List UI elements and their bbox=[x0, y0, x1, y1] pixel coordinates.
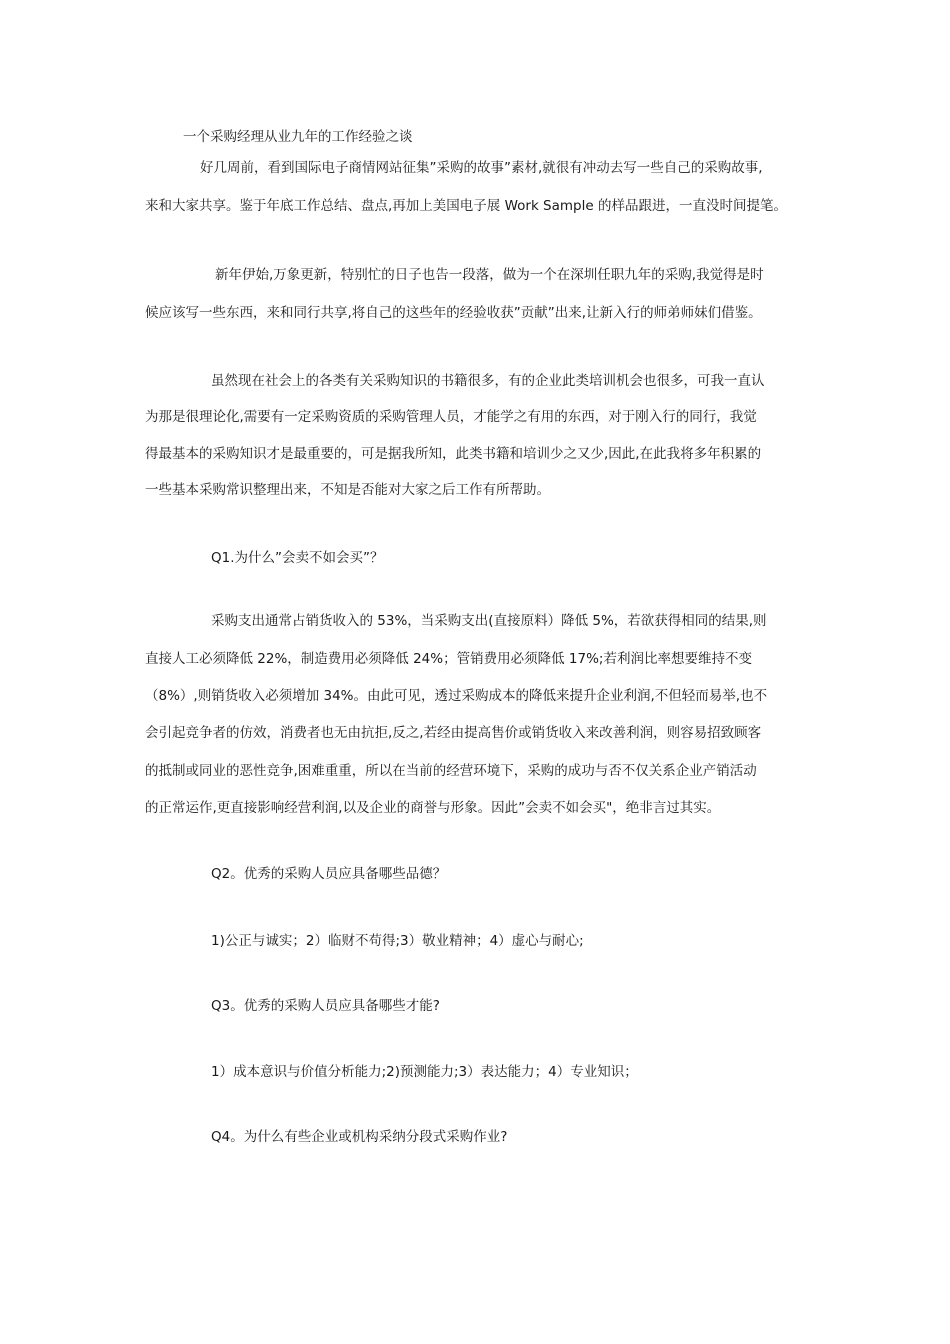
para3-line-4: 一些基本采购常识整理出来，不知是否能对大家之后工作有所帮助。 bbox=[145, 482, 550, 498]
intro-line-2: 来和大家共享。鉴于年底工作总结、盘点,再加上美国电子展 Work Sample 的样品跟进，一直没时间提笔。 bbox=[145, 198, 787, 214]
para3-line-2: 为那是很理论化,需要有一定采购资质的采购管理人员，才能学之有用的东西，对于刚入行的同行，我觉 bbox=[145, 409, 757, 425]
intro-line-1: 好几周前，看到国际电子商情网站征集”采购的故事”素材,就很有冲动去写一些自己的采购故事, bbox=[200, 160, 763, 176]
question-1: Q1.为什么”会卖不如会买”？ bbox=[211, 550, 384, 566]
answer-1-line-2: 直接人工必须降低 22%，制造费用必须降低 24%；管销费用必须降低 17%;若利润比率想要维持不变 bbox=[145, 651, 752, 667]
para2-line-2: 候应该写一些东西，来和同行共享,将自己的这些年的经验收获”贡献”出来,让新入行的师弟师妹们借鉴。 bbox=[145, 305, 762, 321]
answer-1-line-1: 采购支出通常占销货收入的 53%，当采购支出(直接原料）降低 5%，若欲获得相同的结果,则 bbox=[211, 613, 767, 629]
para3-line-3: 得最基本的采购知识才是最重要的，可是据我所知，此类书籍和培训少之又少,因此,在此我将多年积累的 bbox=[145, 446, 762, 462]
document-title: 一个采购经理从业九年的工作经验之谈 bbox=[183, 129, 413, 145]
answer-1-line-3: （8%）,则销货收入必须增加 34%。由此可见，透过采购成本的降低来提升企业利润,不但轻而易举,也不 bbox=[145, 688, 768, 704]
answer-1-line-6: 的正常运作,更直接影响经营利润,以及企业的商誉与形象。因此”会卖不如会买"，绝非言过其实。 bbox=[145, 800, 721, 816]
question-3: Q3。优秀的采购人员应具备哪些才能? bbox=[211, 998, 440, 1014]
para3-line-1: 虽然现在社会上的各类有关采购知识的书籍很多，有的企业此类培训机会也很多，可我一直认 bbox=[211, 373, 765, 389]
answer-3: 1）成本意识与价值分析能力;2)预测能力;3）表达能力；4）专业知识； bbox=[211, 1064, 638, 1080]
answer-1-line-4: 会引起竞争者的仿效，消费者也无由抗拒,反之,若经由提高售价或销货收入来改善利润，则容易招致顾客 bbox=[145, 725, 762, 741]
question-4: Q4。为什么有些企业或机构采纳分段式采购作业? bbox=[211, 1129, 508, 1145]
answer-1-line-5: 的抵制或同业的恶性竞争,困难重重，所以在当前的经营环境下，采购的成功与否不仅关系企业产销活动 bbox=[145, 763, 757, 779]
para2-line-1: 新年伊始,万象更新，特别忙的日子也告一段落，做为一个在深圳任职九年的采购,我觉得是时 bbox=[215, 267, 764, 283]
question-2: Q2。优秀的采购人员应具备哪些品德？ bbox=[211, 866, 447, 882]
answer-2: 1)公正与诚实；2）临财不苟得;3）敬业精神；4）虚心与耐心; bbox=[211, 933, 584, 949]
